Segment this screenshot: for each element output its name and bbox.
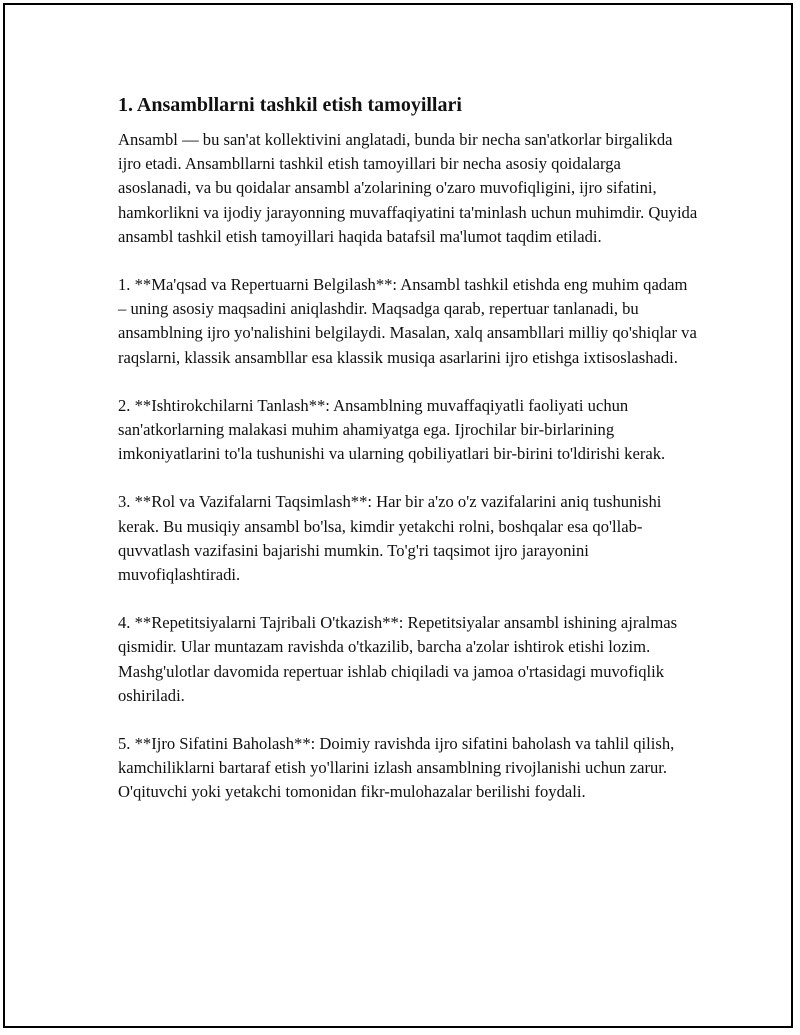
section-heading: 1. Ansambllarni tashkil etish tamoyillari <box>118 94 462 116</box>
principle-paragraph-2: 2. **Ishtirokchilarni Tanlash**: Ansamblning muvaffaqiyatli faoliyati uchun san'atkorlarning malakasi muhim ahamiyatga ega. Ijrochilar bir-birlarining imkoniyatlarini to'la tushunishi va ularning qobiliyatlari bir-birini to'ldirishi kerak. <box>118 395 666 464</box>
document-body <box>118 92 698 829</box>
intro-paragraph: Ansambl — bu san'at kollektivini anglatadi, bunda bir necha san'atkorlar birgalikda ijro etadi. Ansambllarni tashkil etish tamoyillari bir necha asosiy qoidalarga asoslanadi, va bu qoidalar ansambl a'zolarining o'zaro muvofiqligini, ijro sifatini, hamkorlikni va ijodiy jarayonning muvaffaqiyatini ta'minlash uchun muhimdir. Quyida ansambl tashkil etish tamoyillari haqida batafsil ma'lumot taqdim etiladi. <box>118 130 698 246</box>
principle-paragraph-3: 3. **Rol va Vazifalarni Taqsimlash**: Har bir a'zo o'z vazifalarini aniq tushunishi kerak. Bu musiqiy ansambl bo'lsa, kimdir yetakchi rolni, boshqalar esa qo'llab-quvvatlash vazifasini bajarishi mumkin. To'g'ri taqsimot ijro jarayonini muvofiqlashtiradi. <box>118 492 662 585</box>
principle-paragraph-4: 4. **Repetitsiyalarni Tajribali O'tkazish**: Repetitsiyalar ansambl ishining ajralmas qismidir. Ular muntazam ravishda o'tkazilib, barcha a'zolar ishtirok etishi lozim. Mashg'ulotlar davomida repertuar ishlab chiqiladi va jamoa o'rtasidagi muvofiqlik oshiriladi. <box>118 613 678 705</box>
principle-paragraph-5: 5. **Ijro Sifatini Baholash**: Doimiy ravishda ijro sifatini baholash va tahlil qilish, kamchiliklarni bartaraf etish yo'llarini izlash ansamblning rivojlanishi uchun zarur. O'qituvchi yoki yetakchi tomonidan fikr-mulohazalar berilishi foydali. <box>118 734 675 802</box>
principle-paragraph-1: 1. **Ma'qsad va Repertuarni Belgilash**: Ansambl tashkil etishda eng muhim qadam – uning asosiy maqsadini aniqlashdir. Maqsadga qarab, repertuar tanlanadi, bu ansamblning ijro yo'nalishini belgilaydi. Masalan, xalq ansambllari milliy qo'shiqlar va raqslarni, klassik ansambllar esa klassik musiqa asarlarini ijro etishga ixtisoslashadi. <box>118 275 697 367</box>
